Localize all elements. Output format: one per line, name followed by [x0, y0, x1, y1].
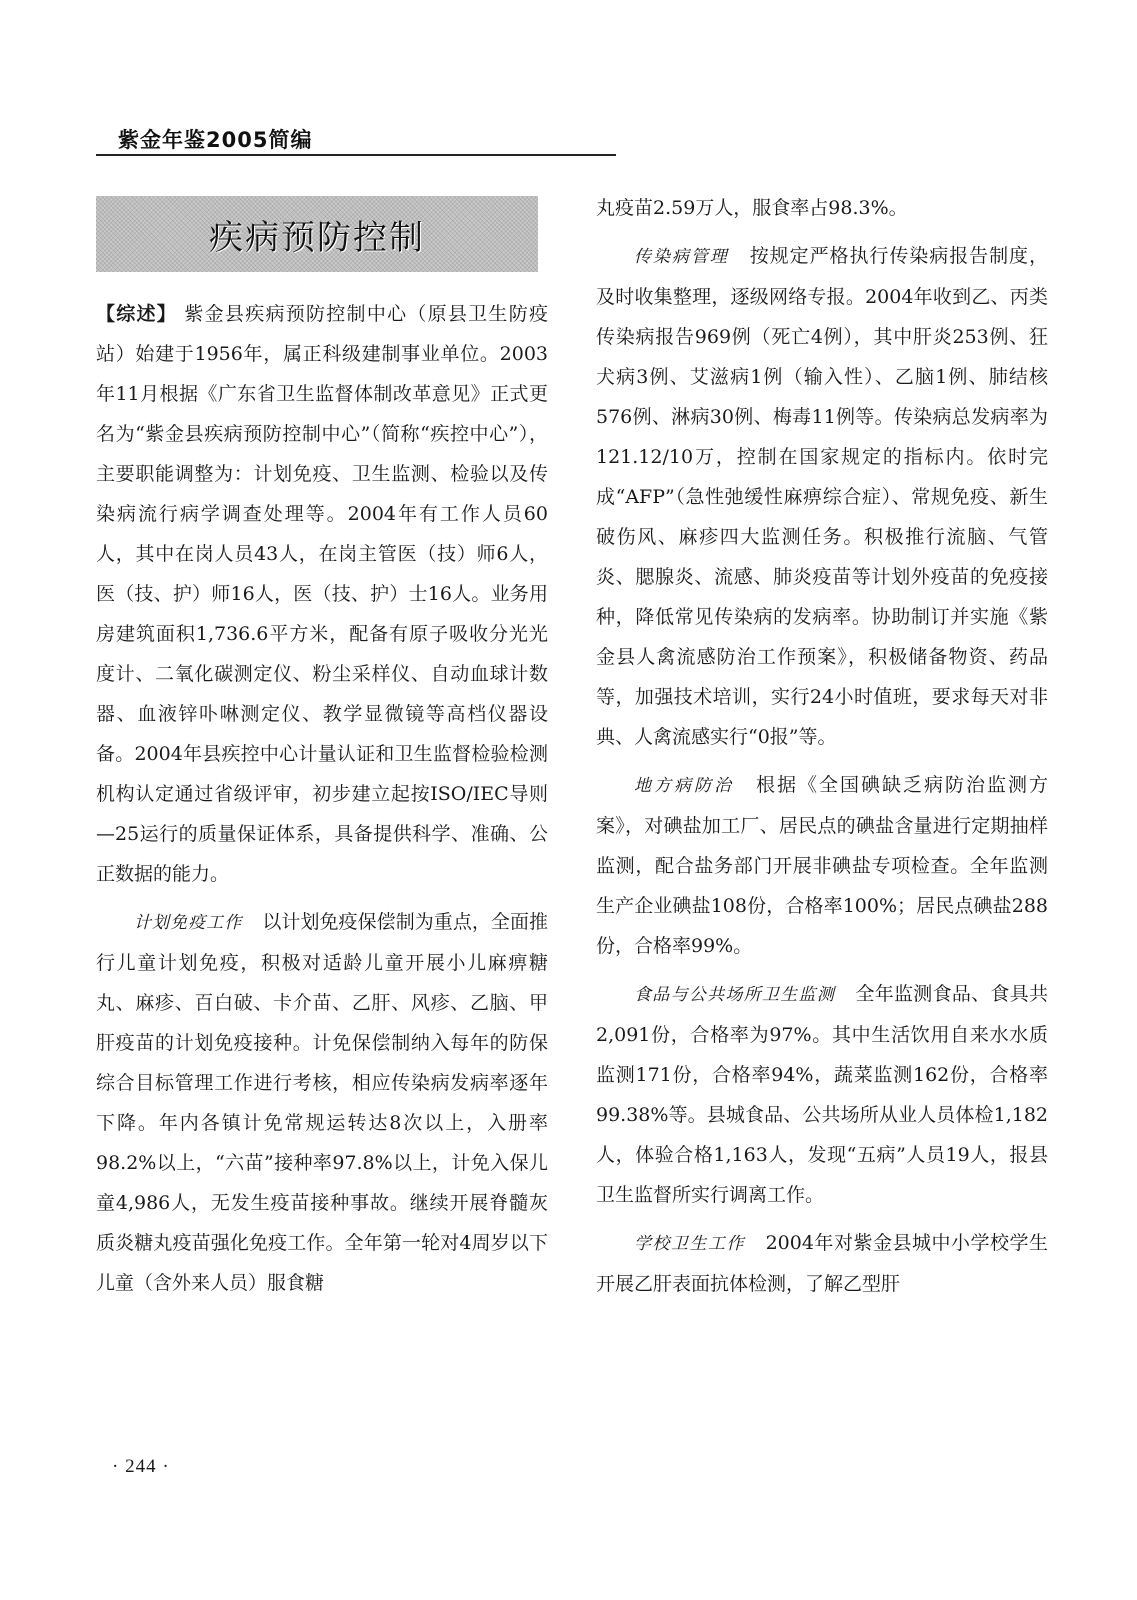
running-header: 紫金年鉴2005简编 — [118, 128, 313, 152]
infectious-text: 按规定严格执行传染病报告制度，及时收集整理，逐级网络专报。2004年收到乙、丙类传染病报告969例（死亡4例），其中肝炎253例、狂犬病3例、艾滋病1例（输入性）、乙脑1例、肺结核576例、淋病30例、梅毒11例等。传染病总发病率为121.12/10万，控制在国家规定的指标内。依时完成“AFP”（急性弛缓性麻痹综合症）、常规免疫、新生破伤风、麻疹四大监测任务。积极推行流脑、气管炎、腮腺炎、流感、肺炎疫苗等计划外疫苗的免疫接种，降低常见传染病的发病率。协助制订并实施《紫金县人禽流感防治工作预案》，积极储备物资、药品等，加强技术培训，实行24小时值班，要求每天对非典、人禽流感实行“0报”等。 — [596, 245, 1048, 748]
endemic-paragraph — [596, 765, 1048, 966]
section-title: 疾病预防控制 — [209, 217, 425, 258]
right-text-flow — [596, 188, 1048, 1304]
immunization-continued: 丸疫苗2.59万人，服食率占98.3%。 — [596, 197, 908, 219]
page-number: · 244 · — [112, 1456, 170, 1477]
endemic-text: 根据《全国碘缺乏病防治监测方案》，对碘盐加工厂、居民点的碘盐含量进行定期抽样监测，配合盐务部门开展非碘盐专项检查。全年监测生产企业碘盐108份，合格率100%；居民点碘盐288份，合格率99%。 — [596, 774, 1048, 957]
overview-paragraph — [96, 294, 548, 894]
endemic-heading: 地方病防治 — [634, 776, 734, 796]
infectious-heading: 传染病管理 — [634, 247, 729, 267]
food-text: 全年监测食品、食具共2,091份，合格率为97%。其中生活饮用自来水水质监测171份，合格率94%，蔬菜监测162份，合格率99.38%等。县城食品、公共场所从业人员体检1,182人，体验合格1,163人，发现“五病”人员19人，报县卫生监督所实行调离工作。 — [596, 983, 1048, 1206]
section-banner — [96, 196, 538, 272]
overview-lead: 【综述】 — [96, 303, 178, 325]
immunization-heading: 计划免疫工作 — [134, 913, 243, 933]
infectious-paragraph — [596, 236, 1048, 757]
food-paragraph — [596, 974, 1048, 1215]
overview-text: 紫金县疾病预防控制中心（原县卫生防疫站）始建于1956年，属正科级建制事业单位。2003年11月根据《广东省卫生监督体制改革意见》正式更名为“紫金县疾病预防控制中心”（简称“疾控中心”），主要职能调整为：计划免疫、卫生监测、检验以及传染病流行病学调查处理等。2004年有工作人员60人，其中在岗人员43人，在岗主管医（技）师6人，医（技、护）师16人，医（技、护）士16人。业务用房建筑面积1,736.6平方米，配备有原子吸收分光光度计、二氧化碳测定仪、粉尘采样仪、自动血球计数器、血液锌卟啉测定仪、教学显微镜等高档仪器设备。2004年县疾控中心计量认证和卫生监督检验检测机构认定通过省级评审，初步建立起按ISO/IEC导则—25运行的质量保证体系，具备提供科学、准确、公正数据的能力。 — [96, 303, 548, 885]
school-heading: 学校卫生工作 — [634, 1234, 746, 1254]
school-text: 2004年对紫金县城中小学校学生开展乙肝表面抗体检测，了解乙型肝 — [596, 1232, 1048, 1295]
left-text-flow — [96, 294, 548, 1303]
food-heading: 食品与公共场所卫生监测 — [634, 985, 836, 1005]
immunization-text: 以计划免疫保偿制为重点，全面推行儿童计划免疫，积极对适龄儿童开展小儿麻痹糖丸、麻疹、百白破、卡介苗、乙肝、风疹、乙脑、甲肝疫苗的计划免疫接种。计免保偿制纳入每年的防保综合目标管理工作进行考核，相应传染病发病率逐年下降。年内各镇计免常规运转达8次以上，入册率98.2%以上，“六苗”接种率97.8%以上，计免入保儿童4,986人，无发生疫苗接种事故。继续开展脊髓灰质炎糖丸疫苗强化免疫工作。全年第一轮对4周岁以下儿童（含外来人员）服食糖 — [96, 911, 549, 1294]
school-paragraph — [596, 1223, 1048, 1304]
immunization-paragraph — [96, 902, 548, 1303]
header-rule — [96, 154, 616, 156]
